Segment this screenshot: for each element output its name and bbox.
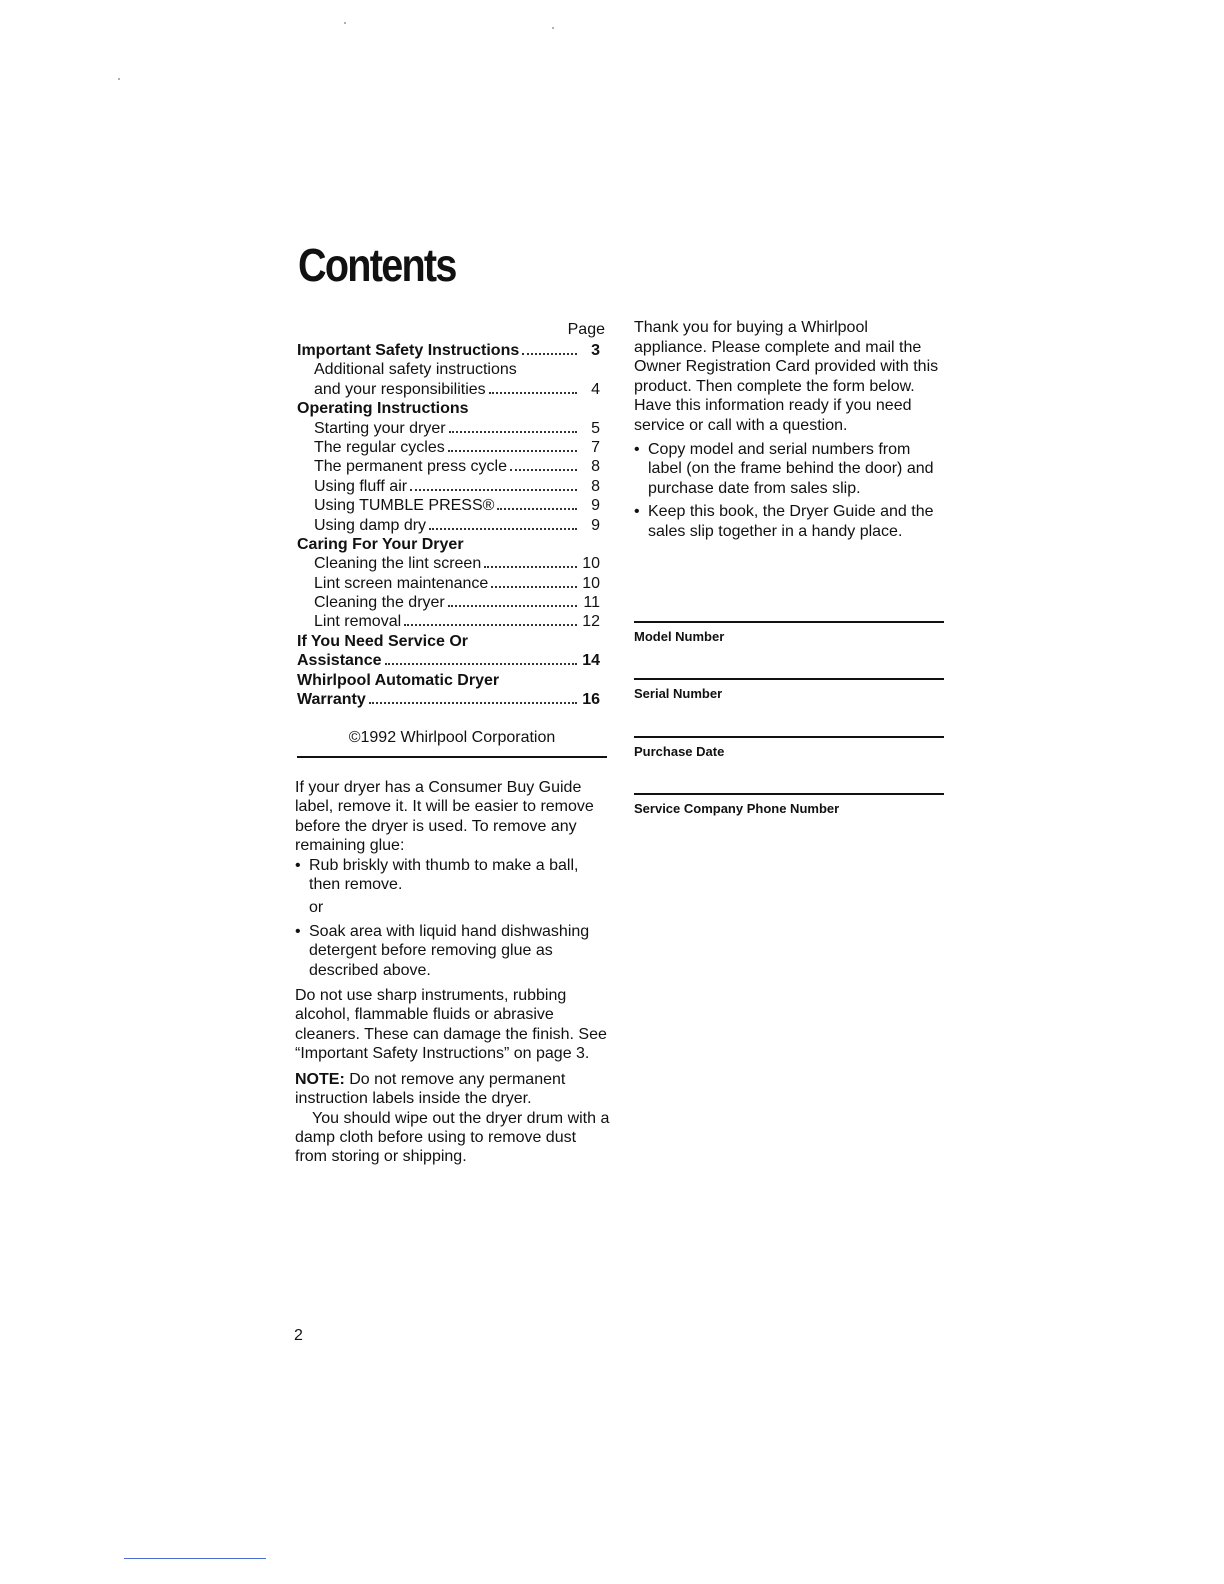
warning-paragraph: Do not use sharp instruments, rubbing alcohol, flammable fluids or abrasive cleaners. These can damage the finish. See “Important Safety Instructions” on page 3.: [295, 987, 607, 1063]
dot-leader: [484, 565, 577, 568]
dot-leader: [489, 391, 577, 394]
toc-entry: [297, 438, 607, 457]
page-number: 2: [294, 1327, 303, 1344]
bullet-icon: •: [634, 440, 640, 458]
thank-you-paragraph: Thank you for buying a Whirlpool appliance. Please complete and mail the Owner Registration Card provided with this product. Then complete the form below. Have this information ready if you need service or call with a question.: [634, 319, 939, 434]
toc-entry-page: 8: [591, 477, 600, 495]
toc-entry-page: 8: [591, 458, 600, 476]
dot-leader: [448, 449, 577, 452]
toc-entry-page: 7: [591, 438, 600, 456]
intro-paragraph: If your dryer has a Consumer Buy Guide label, remove it. It will be easier to remove before the dryer is used. To remove any remaining glue:: [295, 779, 594, 855]
toc-entry: [297, 651, 607, 670]
toc-entries: [297, 341, 607, 709]
toc-entry-label: Operating Instructions: [297, 400, 469, 418]
dot-leader: [522, 352, 577, 355]
field-line: [634, 678, 944, 680]
wipe-paragraph: You should wipe out the dryer drum with a damp cloth before using to remove dust from storing or shipping.: [295, 1109, 610, 1166]
scan-speck: [118, 78, 120, 80]
copyright-divider: [297, 756, 607, 758]
toc-entry-label: Cleaning the lint screen: [314, 555, 482, 573]
table-of-contents: [297, 319, 607, 709]
purchase-date-field[interactable]: [634, 736, 944, 759]
footer-divider: [124, 1558, 266, 1559]
label-removal-instructions: [295, 778, 610, 1167]
toc-entry-label: Additional safety instructions: [314, 361, 517, 379]
toc-entry: [297, 671, 607, 690]
field-label: Service Company Phone Number: [634, 801, 840, 816]
bullet-icon: •: [634, 503, 640, 521]
toc-entry-label: Whirlpool Automatic Dryer: [297, 671, 500, 689]
toc-entry-page: 4: [591, 380, 600, 398]
toc-entry-label: Cleaning the dryer: [314, 594, 445, 612]
field-line: [634, 736, 944, 738]
toc-page-header: Page: [567, 321, 605, 338]
toc-entry-page: 16: [582, 691, 600, 709]
toc-entry-page: 12: [582, 613, 600, 631]
toc-entry-label: The regular cycles: [314, 438, 445, 456]
toc-entry-page: 3: [591, 342, 600, 359]
toc-entry-label: Important Safety Instructions: [297, 342, 520, 359]
dot-leader: [369, 701, 577, 704]
toc-entry-label: Using damp dry: [314, 516, 427, 534]
field-label: Model Number: [634, 629, 725, 644]
page-title: Contents: [298, 239, 456, 291]
toc-entry-page: 9: [591, 516, 600, 534]
toc-entry-page: 14: [582, 652, 600, 670]
toc-entry-page: 11: [583, 594, 600, 612]
toc-entry: [297, 574, 607, 593]
registration-instructions: [634, 318, 944, 542]
service-phone-field[interactable]: [634, 793, 944, 816]
bullet-text: Soak area with liquid hand dishwashing detergent before removing glue as described above.: [309, 922, 590, 979]
field-line: [634, 621, 944, 623]
note-paragraph: [295, 1070, 610, 1109]
toc-entry-label: Lint screen maintenance: [314, 574, 489, 592]
toc-entry-label: Using fluff air: [314, 477, 408, 495]
toc-entry-label: Starting your dryer: [314, 419, 446, 437]
toc-entry: [297, 612, 607, 631]
toc-entry: [297, 516, 607, 535]
toc-entry: [297, 632, 607, 651]
dot-leader: [410, 488, 577, 491]
scan-speck: [552, 27, 554, 29]
dot-leader: [404, 623, 577, 626]
field-line: [634, 793, 944, 795]
note-label: NOTE:: [295, 1070, 345, 1088]
toc-entry-page: 10: [582, 574, 600, 592]
field-label: Purchase Date: [634, 744, 725, 759]
list-item: [634, 502, 944, 541]
field-label: Serial Number: [634, 686, 723, 701]
toc-entry: [297, 477, 607, 496]
toc-entry-page: 9: [591, 497, 600, 515]
scan-speck: [344, 22, 346, 24]
dot-leader: [497, 507, 577, 510]
toc-entry: [297, 593, 607, 612]
toc-entry-label: Using TUMBLE PRESS®: [314, 497, 495, 515]
toc-entry-page: 10: [582, 555, 600, 573]
or-text: or: [309, 899, 324, 917]
dot-leader: [385, 662, 578, 665]
dot-leader: [449, 430, 577, 433]
bullet-text: Rub briskly with thumb to make a ball, then remove.: [309, 856, 579, 894]
bullet-text: Copy model and serial numbers from label (on the frame behind the door) and purchase date from sales slip.: [648, 440, 934, 497]
toc-entry-label: Assistance: [297, 652, 382, 670]
toc-entry: [297, 457, 607, 476]
dot-leader: [510, 468, 577, 471]
dot-leader: [448, 604, 577, 607]
toc-entry-label: If You Need Service Or: [297, 632, 469, 650]
toc-entry: [297, 399, 607, 418]
toc-entry: [297, 341, 607, 360]
toc-entry-label: Warranty: [297, 691, 366, 709]
toc-entry-page: 5: [591, 419, 600, 437]
toc-entry: [297, 690, 607, 709]
toc-entry: [297, 380, 607, 399]
toc-entry-label: The permanent press cycle: [314, 458, 507, 476]
bullet-icon: •: [295, 856, 301, 874]
toc-entry: [297, 535, 607, 554]
note-text: Do not remove any permanent instruction labels inside the dryer.: [295, 1070, 566, 1108]
toc-entry: [297, 419, 607, 438]
serial-number-field[interactable]: [634, 678, 944, 701]
dot-leader: [491, 585, 577, 588]
toc-entry: [297, 496, 607, 515]
copyright-notice: ©1992 Whirlpool Corporation: [348, 729, 556, 746]
list-item: [295, 922, 610, 980]
toc-entry-label: Lint removal: [314, 613, 402, 631]
list-item: [634, 440, 944, 499]
toc-entry-label: and your responsibilities: [314, 380, 486, 398]
toc-entry: [297, 554, 607, 573]
toc-entry-label: Caring For Your Dryer: [297, 535, 464, 553]
bullet-icon: •: [295, 922, 301, 940]
dot-leader: [429, 527, 577, 530]
list-item: [295, 856, 610, 895]
toc-entry: [297, 360, 607, 379]
bullet-text: Keep this book, the Dryer Guide and the sales slip together in a handy place.: [648, 503, 934, 540]
model-number-field[interactable]: [634, 621, 944, 644]
